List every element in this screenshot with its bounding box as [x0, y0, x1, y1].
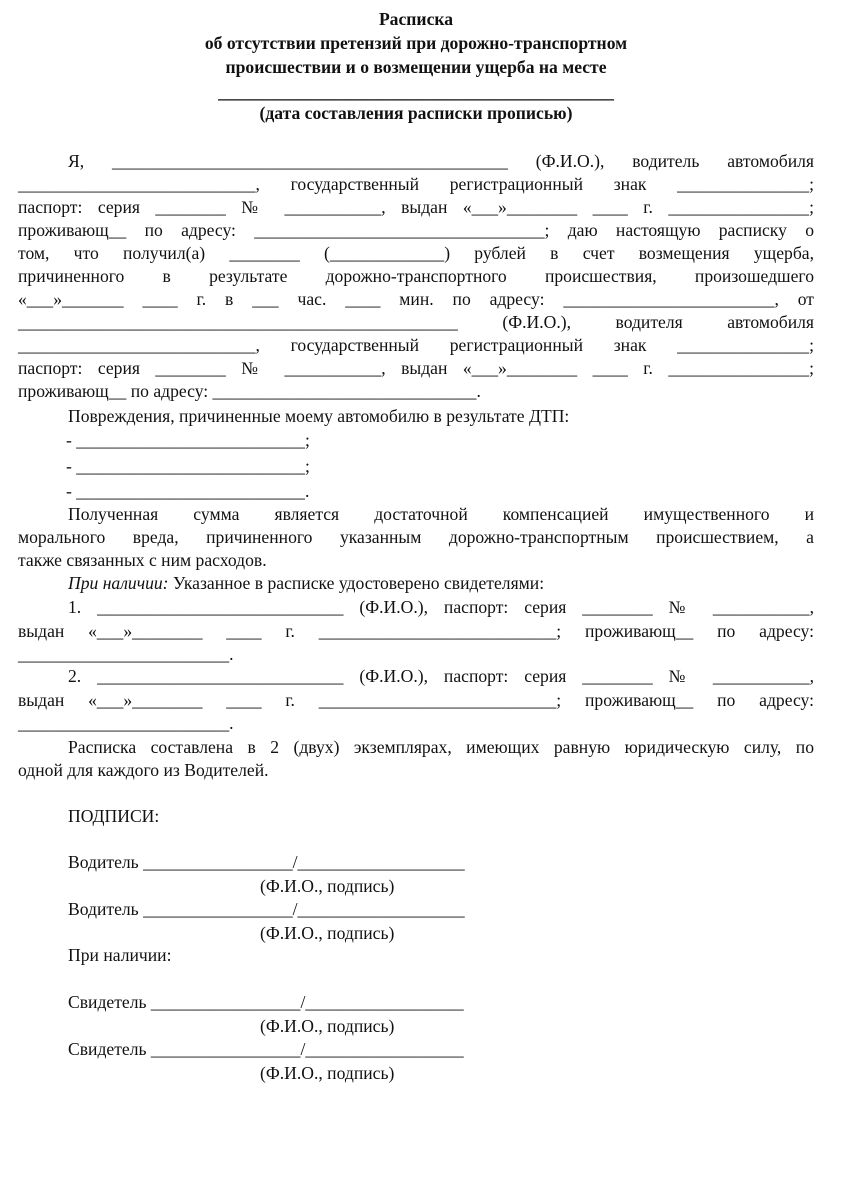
body-line-1: Я, _____________________________________________ (Ф.И.О.), водитель автомобиля	[68, 151, 814, 171]
damage-item: - __________________________;	[66, 456, 310, 476]
witness-note-text: Указанное в расписке удостоверено свидетелями:	[168, 573, 545, 593]
document-subtitle-line-2: происшествии и о возмещении ущерба на месте	[225, 57, 607, 77]
witness-2-line-2: выдан «___»________ ____ г. ___________________________; проживающ__ по адресу:	[18, 690, 814, 710]
copies-line-2: одной для каждого из Водителей.	[18, 760, 269, 780]
damage-item: - __________________________;	[66, 430, 310, 450]
witness-note	[68, 572, 814, 595]
date-caption: (дата составления расписки прописью)	[259, 103, 573, 123]
witness-1-signature-caption: (Ф.И.О., подпись)	[260, 1016, 395, 1036]
witness-2-line-1: 2. ____________________________ (Ф.И.О.), паспорт: серия ________ № ___________,	[68, 666, 814, 686]
body-line-7: «___»_______ ____ г. в ___ час. ____ мин. по адресу: ________________________, от	[18, 289, 814, 309]
body-line-11: проживающ__ по адресу: ______________________________.	[18, 381, 481, 401]
driver-2-signature-line: Водитель _________________/___________________	[68, 899, 465, 919]
witness-note-italic: При наличии:	[68, 573, 169, 593]
damage-heading: Повреждения, причиненные моему автомобилю в результате ДТП:	[68, 406, 570, 426]
driver-1-signature-line: Водитель _________________/___________________	[68, 852, 465, 872]
witness-1-line-3: ________________________.	[18, 644, 234, 664]
body-line-3: паспорт: серия ________ № ___________, выдан «___»________ ____ г. ________________;	[18, 197, 814, 217]
document-subtitle-line-1: об отсутствии претензий при дорожно-транспортном	[204, 33, 628, 53]
driver-2-signature-caption: (Ф.И.О., подпись)	[260, 923, 395, 943]
body-line-4: проживающ__ по адресу: _________________________________; даю настоящую расписку о	[18, 220, 814, 240]
compensation-line-3: также связанных с ним расходов.	[18, 550, 267, 570]
witness-2-signature-caption: (Ф.И.О., подпись)	[260, 1063, 395, 1083]
body-line-8: __________________________________________________ (Ф.И.О.), водителя автомобиля	[18, 312, 814, 332]
witness-2-line-3: ________________________.	[18, 713, 234, 733]
witness-1-line-1: 1. ____________________________ (Ф.И.О.), паспорт: серия ________ № ___________,	[68, 597, 814, 617]
witness-1-signature-line: Свидетель _________________/__________________	[68, 992, 464, 1012]
body-line-2: ___________________________, государственный регистрационный знак _______________;	[18, 174, 814, 194]
if-present-label: При наличии:	[68, 945, 172, 965]
body-line-10: паспорт: серия ________ № ___________, выдан «___»________ ____ г. ________________;	[18, 358, 814, 378]
document-title: Расписка	[378, 9, 454, 29]
date-blank: _____________________________________________	[218, 82, 614, 102]
driver-1-signature-caption: (Ф.И.О., подпись)	[260, 876, 395, 896]
signatures-heading: ПОДПИСИ:	[68, 806, 160, 826]
body-line-6: причиненного в результате дорожно-транспортного происшествия, произошедшего	[18, 266, 814, 286]
body-line-5: том, что получил(а) ________ (_____________) рублей в счет возмещения ущерба,	[18, 243, 814, 263]
damage-item: - __________________________.	[66, 481, 310, 501]
witness-2-signature-line: Свидетель _________________/__________________	[68, 1039, 464, 1059]
compensation-line-1: Полученная сумма является достаточной компенсацией имущественного и	[68, 504, 814, 524]
witness-1-line-2: выдан «___»________ ____ г. ___________________________; проживающ__ по адресу:	[18, 621, 814, 641]
body-line-9: ___________________________, государственный регистрационный знак _______________;	[18, 335, 814, 355]
copies-line-1: Расписка составлена в 2 (двух) экземплярах, имеющих равную юридическую силу, по	[68, 737, 814, 757]
compensation-line-2: морального вреда, причиненного указанным дорожно-транспортным происшествием, а	[18, 527, 814, 547]
